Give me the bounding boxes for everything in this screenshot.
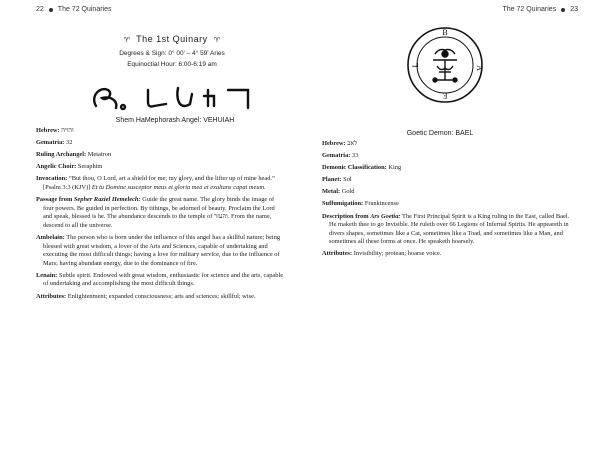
entry-invocation: Invocation: “But thou, O Lord, art a shield for me; my glory, and the lifter up of mine head.” [Psalm 3:3 (KJV)] Et tu Domine susceptor meus et gloria mea et exaltans capat meum. — [36, 175, 275, 191]
entry-description: Description from Ars Goetia: The First Principal Spirit is a King ruling in the East, called Bael. He maketh thee to go Invisible. He ruleth over 66 Legions of Infernal Spirits. He appeareth in divers shapes, sometimes like a Cat, sometimes like a Toad, and sometimes like a Man, and sometimes all these forms at once. He speaketh hoarsely. — [322, 212, 570, 246]
left-running-title: The 72 Quinaries — [57, 6, 112, 13]
right-page-number: 23 — [570, 6, 578, 13]
entry-choir: Angelic Choir: Seraphim — [36, 163, 103, 171]
entry-attributes: Attributes: Enlightenment; expanded consciousness; arts and sciences; skillful; wise. — [36, 292, 256, 300]
entry-passage: Passage from Sepher Raziel Hemelech: Guide the great name. The glory binds the image of four powers. Be guided in perfection. By tithings, be adorned of beauty. Proclaim the Lord and speak, blessed is he. The abundance descends to the temple of והעזר. From the name, descend to all the universe. — [36, 196, 275, 229]
seal-letter-bottom: E — [442, 91, 448, 100]
right-entries — [322, 140, 572, 263]
entry-classification: Demonic Classification: King — [322, 164, 402, 172]
seal-letter-left: L — [411, 62, 420, 68]
entry-gematria: Gematria: 32 — [36, 139, 73, 147]
aries-glyph-icon: ♈ — [213, 37, 221, 44]
entry-hebrew: Hebrew: לאב — [322, 140, 358, 147]
entry-ambelain: Ambelain: The person who is born under the influence of this angel has a skillful nature; being blessed with great wisdom, a lover of the Arts and Sciences, capable of undertaking and executing the most difficult things; having a love for military service, due to the influence of Mars; having abundant energy, due to the dominance of fire. — [36, 233, 281, 267]
entry-gematria: Gematria: 33 — [322, 152, 359, 160]
angel-name-glyphs-icon — [88, 82, 268, 112]
entry-attributes: Attributes: Invisibility; protean; hoarse voice. — [322, 250, 442, 258]
seal-letter-right: A — [475, 65, 484, 71]
left-running-head — [36, 6, 112, 13]
quinary-title — [92, 34, 252, 44]
left-page-number: 22 — [36, 6, 44, 13]
entry-suffumigation: Suffumigation: Frankincense — [322, 200, 399, 208]
hour-line: Equinoctial Hour: 6:00-6:19 am — [127, 61, 217, 68]
right-running-title: The 72 Quinaries — [502, 6, 557, 13]
degrees-line: Degrees & Sign: 0° 00' – 4° 59' Aries — [119, 50, 225, 57]
right-running-head — [503, 6, 579, 13]
aries-glyph-icon: ♈ — [123, 37, 131, 44]
bael-seal-icon — [405, 10, 485, 120]
quinary-title-text: The 1st Quinary — [136, 34, 208, 44]
entry-hebrew: Hebrew: והויה — [36, 127, 74, 134]
seal-letter-top: B — [442, 28, 448, 37]
right-page — [300, 0, 600, 450]
entry-planet: Planet: Sol — [322, 176, 352, 184]
entry-archangel: Ruling Archangel: Metatron — [36, 151, 112, 159]
bullet-icon — [49, 8, 53, 12]
bullet-icon — [561, 8, 565, 12]
entry-metal: Metal: Gold — [322, 188, 355, 196]
angel-caption: Shem HaMephorash Angel: VEHUIAH — [115, 117, 235, 124]
demon-caption: Goetic Demon: BAEL — [406, 130, 474, 137]
left-entries — [36, 127, 284, 305]
entry-lenain: Lenain: Subtle spirit. Endowed with great wisdom, enthusiastic for science and the arts, capable of undertaking and accomplishing the most difficult things. — [36, 271, 284, 288]
